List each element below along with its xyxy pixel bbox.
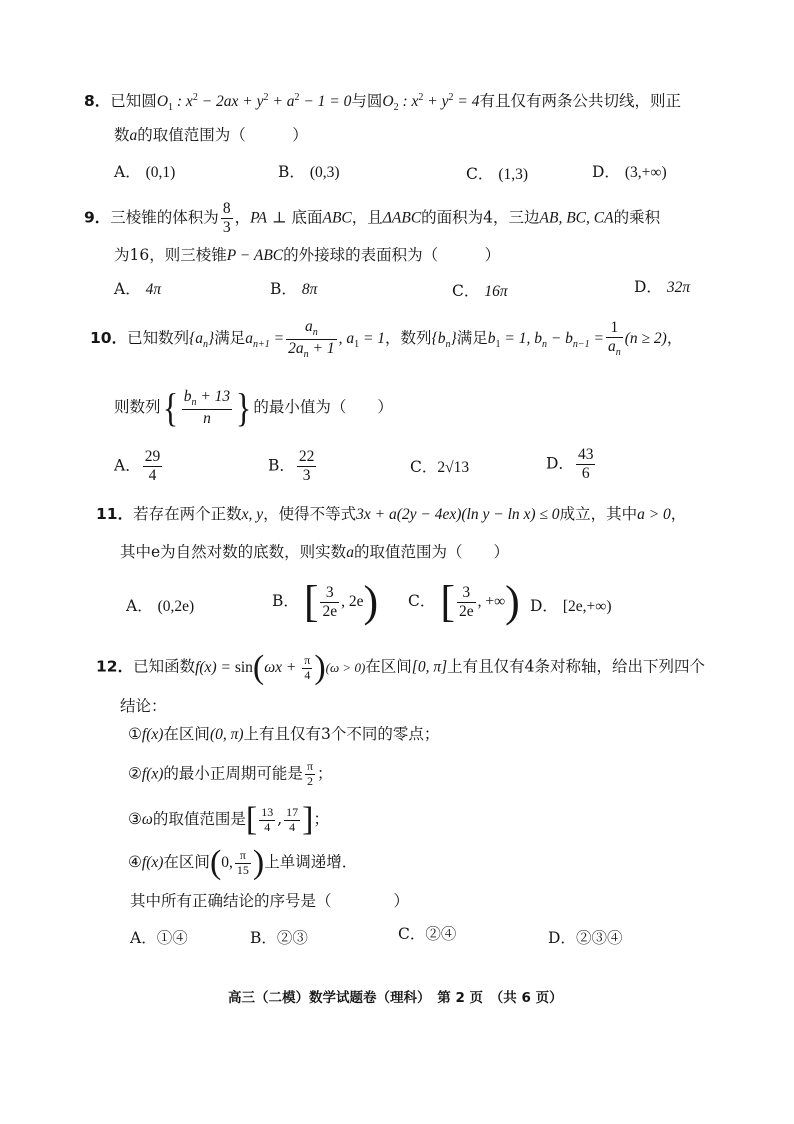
q10-recurrence-fraction: $\frac{a_n}{2a_n + 1}$ <box>288 318 335 360</box>
q10-number: 10． <box>90 329 128 348</box>
q9-option-a[interactable]: A． 4π <box>114 280 162 298</box>
q12-option-d[interactable]: D．②③④ <box>548 929 623 947</box>
q10-option-c[interactable]: C．2√13 <box>410 458 470 476</box>
q12-number: 12． <box>96 657 134 676</box>
q8-number: 8． <box>84 92 111 111</box>
q11-option-b[interactable]: B． [ $\frac{3}{2e}$ , 2e) <box>272 577 379 626</box>
q12-option-c[interactable]: C．②④ <box>398 925 457 943</box>
q11-option-a[interactable]: A． (0,2e) <box>126 597 195 615</box>
q8-circle1-eq: $O_1$ : $x^2 - 2ax + y^2 + a^2 - 1 = 0$ <box>156 92 352 114</box>
q11-line2: 其中e为自然对数的底数，则实数a的取值范围为（ ） <box>120 543 509 561</box>
q8-option-a[interactable]: A． (0,1) <box>114 163 176 181</box>
q12-conclusion-1: ①f(x)在区间(0, π)上有且仅有3个不同的零点； <box>128 725 440 743</box>
q12-conclusion-2: ②f(x)的最小正周期可能是 $\frac{\pi}{2}$ ； <box>128 759 333 788</box>
q10-sequence-fraction: $\frac{b_n + 13}{n}$ <box>183 388 231 427</box>
q9-line2: 为16，则三棱锥P − ABC的外接球的表面积为（ ） <box>114 246 501 264</box>
q8-option-c[interactable]: C． (1,3) <box>466 165 529 183</box>
q10-option-d[interactable]: D． $\frac{43}{6}$ <box>546 446 594 482</box>
q11-line1: 11．若存在两个正数x, y，使得不等式3x + a(2y − 4ex)(ln y − ln x) ≤ 0成立，其中a > 0， <box>96 505 687 523</box>
q8-option-b[interactable]: B． (0,3) <box>278 163 340 181</box>
q9-option-d[interactable]: D． 32π <box>634 278 691 296</box>
q12-conclusion-4: ④f(x)在区间(0, $\frac{\pi}{15}$ )上单调递增． <box>128 844 358 881</box>
q11-option-d[interactable]: D． [2e,+∞) <box>530 597 612 615</box>
q8-circle2-eq: $O_2$ : $x^2 + y^2 = 4$ <box>382 92 480 114</box>
q8-line2: 数a的取值范围为（ ） <box>114 126 308 144</box>
q8-line1: 8．已知圆$O_1$ : $x^2 - 2ax + y^2 + a^2 - 1 = 0$与圆$O_2$ : $x^2 + y^2 = 4$有且仅有两条公共切线，则正 <box>84 92 681 114</box>
q8-option-d[interactable]: D． (3,+∞) <box>592 163 667 181</box>
q12-line1: 12．已知函数f(x) = sin(ωx + $\frac{\pi}{4}$ )(ω > 0)在区间[0, π]上有且仅有4条对称轴，给出下列四个 <box>96 649 706 686</box>
q10-option-b[interactable]: B． $\frac{22}{3}$ <box>268 448 315 484</box>
q12-conclusion-3: ③ω的取值范围是[ $\frac{13}{4}$ , $\frac{17}{4}$ ]； <box>128 801 329 838</box>
q9-option-b[interactable]: B． 8π <box>270 280 318 298</box>
q9-number: 9． <box>84 208 111 227</box>
q12-option-b[interactable]: B．②③ <box>250 929 308 947</box>
q10-difference-fraction: $\frac{1}{a_n}$ <box>608 319 621 359</box>
q10-line1: 10．已知数列$\{a_n\}$满足$a_{n+1}$ = $\frac{a_n}{2a_n + 1}$ , $a_1 = 1$，数列$\{b_n\}$满足$b_1 = 1$, $b_n - b_{n-1}$ = $\frac{1}{a_n}$ (n ≥ 2)， <box>90 318 683 360</box>
q12-option-a[interactable]: A．①④ <box>130 929 188 947</box>
page-footer: 高三（二模）数学试题卷（理科） 第 2 页 （共 6 页） <box>228 990 563 1006</box>
q12-ask: 其中所有正确结论的序号是（ ） <box>130 892 410 910</box>
q11-inequality: 3x + a(2y − 4ex)(ln y − ln x) ≤ 0 <box>356 506 560 523</box>
q12-function: f(x) = sin(ωx + $\frac{\pi}{4}$ )(ω > 0) <box>195 649 366 686</box>
q9-option-c[interactable]: C． 16π <box>452 282 508 300</box>
q9-line1: 9．三棱锥的体积为 $\frac{8}{3}$ ，PA ⊥ 底面ABC，且ΔABC的面积为4，三边AB, BC, CA的乘积 <box>84 200 661 236</box>
q10-option-a[interactable]: A． $\frac{29}{4}$ <box>114 448 161 484</box>
q11-number: 11． <box>96 505 134 523</box>
q9-volume-fraction: $\frac{8}{3}$ <box>222 200 231 236</box>
q12-line2: 结论： <box>120 697 167 715</box>
q10-line2: 则数列{ $\frac{b_n + 13}{n}$ } 的最小值为（ ） <box>114 385 393 430</box>
q11-option-c[interactable]: C． [ $\frac{3}{2e}$ , +∞) <box>408 577 520 626</box>
